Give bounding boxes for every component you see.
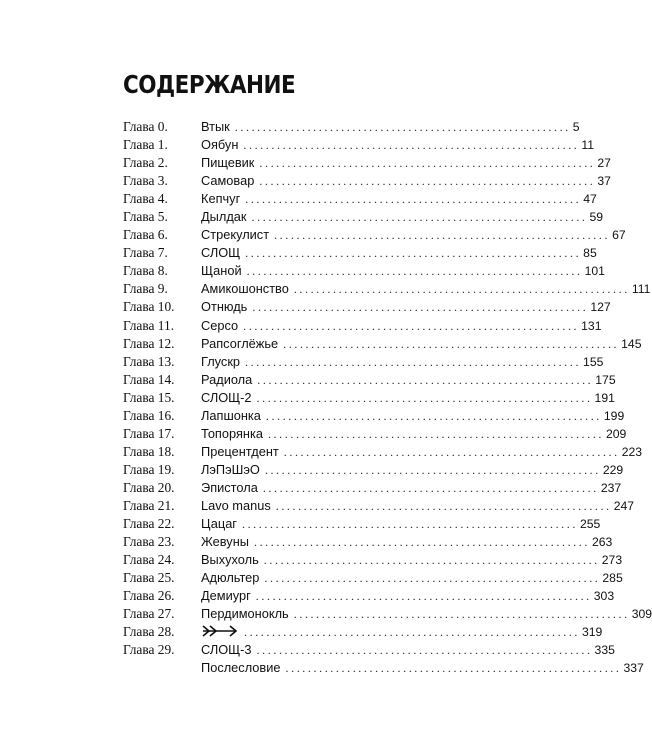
dot-leader: ............................................................ — [245, 354, 582, 369]
chapter-label: Глава 10. — [123, 299, 175, 315]
dot-leader: ............................................................ — [257, 372, 594, 387]
chapter-title: Lavo manus — [201, 497, 271, 513]
entry-line — [201, 641, 615, 659]
toc-entry — [123, 659, 644, 677]
page-number: 67 — [612, 228, 626, 243]
chapter-label: Глава 21. — [123, 497, 175, 513]
entry-line — [201, 605, 652, 623]
chapter-title: Лапшонка — [201, 407, 261, 423]
page-number: 111 — [631, 282, 651, 297]
page-number: 37 — [597, 174, 611, 189]
chapter-title: Пердимонокль — [201, 606, 289, 622]
entry-line — [201, 317, 602, 335]
entry-line — [201, 497, 635, 515]
chapter-title: Радиола — [201, 371, 253, 387]
page-number: 191 — [594, 390, 615, 405]
dot-leader: ............................................................ — [245, 192, 582, 207]
chapter-title: Цацаг — [201, 516, 237, 532]
toc-entry — [123, 623, 603, 641]
page-number: 155 — [583, 354, 604, 369]
page-number: 101 — [584, 264, 605, 279]
entry-line — [201, 371, 616, 389]
entry-line — [201, 118, 580, 136]
chapter-title: Пищевик — [201, 155, 255, 171]
chapter-title: Рапсоглёжье — [201, 335, 279, 351]
chapter-title: Дылдак — [201, 209, 247, 225]
chapter-label: Глава 20. — [123, 479, 175, 495]
dot-leader: ............................................................ — [265, 408, 602, 423]
toc-entry — [123, 551, 623, 569]
dot-leader: ............................................................ — [262, 480, 599, 495]
toc-entry — [123, 262, 605, 280]
page-number: 273 — [601, 553, 623, 568]
dot-leader: ............................................................ — [244, 625, 580, 640]
chapter-label: Глава 2. — [123, 155, 168, 171]
entry-line — [201, 244, 597, 262]
entry-line — [201, 262, 605, 280]
page-number: 59 — [589, 210, 604, 225]
chapter-label: Глава 25. — [123, 570, 175, 586]
dot-leader: ............................................................ — [241, 517, 578, 532]
chapter-label: Глава 11. — [123, 317, 175, 333]
entry-line — [201, 208, 604, 226]
dot-leader: ............................................................ — [255, 589, 592, 604]
table-of-contents — [123, 118, 652, 677]
chapter-label: Глава 8. — [123, 263, 168, 279]
page-number: 5 — [572, 120, 580, 134]
dot-leader: ............................................................ — [259, 156, 596, 171]
toc-entry — [123, 172, 611, 190]
entry-line — [201, 280, 651, 298]
entry-line — [201, 659, 644, 677]
dot-leader: ............................................................ — [275, 498, 612, 513]
toc-entry — [123, 605, 652, 623]
page-number: 209 — [605, 426, 627, 441]
toc-entry — [123, 479, 622, 497]
page-number: 131 — [581, 318, 602, 333]
toc-entry — [123, 154, 611, 172]
chapter-title: Эпистола — [201, 479, 258, 495]
chapter-label: Глава 13. — [123, 353, 175, 369]
dot-leader: ............................................................ — [253, 535, 590, 550]
entry-line — [201, 479, 622, 497]
entry-line — [201, 407, 625, 425]
chapter-label: Глава 4. — [123, 191, 168, 207]
entry-line — [201, 587, 615, 605]
chapter-title: Самовар — [201, 173, 255, 189]
dot-leader: ............................................................ — [245, 246, 582, 261]
toc-entry — [123, 533, 613, 551]
dot-leader: ............................................................ — [274, 228, 611, 243]
toc-entry — [123, 569, 623, 587]
dot-leader: ............................................................ — [283, 336, 620, 351]
toc-entry — [123, 335, 642, 353]
chapter-title: СЛОЩ-2 — [201, 389, 252, 405]
dot-leader: ............................................................ — [243, 318, 580, 333]
entry-line — [201, 551, 623, 569]
chapter-title: Демиург — [201, 588, 251, 604]
chapter-title — [201, 623, 244, 641]
entry-line — [201, 353, 604, 371]
toc-entry — [123, 136, 595, 154]
chapter-title: ЛэПэШэО — [201, 461, 260, 477]
chapter-title: Глускр — [201, 353, 241, 369]
page-number: 27 — [597, 156, 611, 171]
chapter-label: Глава 14. — [123, 371, 175, 387]
chapter-label: Глава 22. — [123, 516, 175, 532]
page-number: 285 — [602, 571, 623, 586]
entry-line — [201, 172, 611, 190]
page-title: СОДЕРЖАНИЕ — [123, 70, 296, 99]
chapter-title: Втык — [201, 119, 230, 134]
toc-entry — [123, 515, 601, 533]
toc-entry — [123, 190, 597, 208]
chapter-title: Щаной — [201, 263, 242, 279]
chapter-label: Глава 12. — [123, 335, 175, 351]
toc-entry — [123, 118, 580, 136]
entry-line — [201, 190, 597, 208]
dot-leader: ............................................................ — [293, 607, 630, 622]
dot-leader: ............................................................ — [264, 462, 601, 477]
chapter-label: Глава 6. — [123, 227, 168, 243]
toc-entry — [123, 317, 602, 335]
chapter-label: Глава 23. — [123, 534, 175, 550]
chapter-label: Глава 17. — [123, 425, 175, 441]
entry-line — [201, 461, 624, 479]
chapter-title: Прецентдент — [201, 443, 279, 459]
dot-leader: ............................................................ — [267, 426, 604, 441]
entry-line — [201, 533, 613, 551]
toc-entry — [123, 641, 615, 659]
chapter-label: Глава 15. — [123, 389, 175, 405]
entry-line — [201, 298, 611, 316]
chapter-label: Глава 26. — [123, 588, 175, 604]
entry-line — [201, 569, 623, 587]
chapter-label: Глава 24. — [123, 552, 175, 568]
page-number: 229 — [602, 462, 624, 477]
chapter-label: Глава 0. — [123, 119, 168, 134]
chapter-label: Глава 9. — [123, 281, 168, 297]
page-number: 337 — [623, 661, 644, 676]
page-number: 335 — [594, 643, 615, 658]
entry-line — [201, 443, 643, 461]
chapter-title: Выхухоль — [201, 552, 259, 568]
entry-line — [201, 136, 595, 154]
dot-leader: ............................................................ — [283, 444, 620, 459]
dot-leader: ............................................................ — [285, 661, 622, 676]
chapter-title: Послесловие — [201, 660, 281, 676]
toc-entry — [123, 208, 604, 226]
toc-entry — [123, 371, 616, 389]
page-number: 309 — [631, 607, 652, 622]
chapter-label: Глава 7. — [123, 245, 168, 261]
chapter-title: Адюльтер — [201, 570, 260, 586]
page-number: 175 — [595, 372, 616, 387]
entry-line — [201, 515, 601, 533]
chapter-label: Глава 29. — [123, 642, 175, 658]
dot-leader: ............................................................ — [256, 390, 593, 405]
page-number: 145 — [621, 336, 642, 351]
double-arrow-right-icon — [201, 625, 239, 637]
dot-leader: ............................................................ — [263, 553, 600, 568]
page-number: 199 — [603, 408, 625, 423]
toc-entry — [123, 461, 624, 479]
page-number: 85 — [583, 246, 597, 261]
dot-leader: ............................................................ — [264, 571, 601, 586]
toc-entry — [123, 389, 615, 407]
chapter-label: Глава 1. — [123, 137, 168, 153]
page-number: 247 — [613, 498, 635, 513]
chapter-title: Отнюдь — [201, 299, 248, 315]
entry-line — [201, 425, 627, 443]
entry-line — [201, 154, 611, 172]
entry-line — [201, 335, 642, 353]
chapter-label: Глава 19. — [123, 461, 175, 477]
toc-entry — [123, 497, 635, 515]
dot-leader: ............................................................ — [259, 174, 596, 189]
toc-entry — [123, 587, 615, 605]
chapter-title: Кепчуг — [201, 191, 241, 207]
page-number: 319 — [582, 625, 603, 640]
page-number: 255 — [579, 517, 601, 532]
entry-line — [201, 623, 603, 641]
chapter-label: Глава 5. — [123, 209, 168, 225]
dot-leader: ............................................................ — [251, 210, 588, 225]
toc-entry — [123, 407, 625, 425]
chapter-title: Стрекулист — [201, 227, 270, 243]
dot-leader: ............................................................ — [252, 300, 589, 315]
dot-leader: ............................................................ — [234, 120, 571, 134]
page-number: 11 — [581, 138, 595, 153]
page-number: 47 — [583, 192, 597, 207]
chapter-label: Глава 16. — [123, 407, 175, 423]
dot-leader: ............................................................ — [246, 264, 583, 279]
toc-entry — [123, 280, 651, 298]
chapter-title: Амикошонство — [201, 281, 289, 297]
page-number: 127 — [590, 300, 611, 315]
toc-entry — [123, 244, 597, 262]
chapter-title: Жевуны — [201, 534, 249, 550]
dot-leader: ............................................................ — [256, 643, 593, 658]
page-number: 303 — [593, 589, 615, 604]
chapter-title: Оябун — [201, 137, 239, 153]
page-number: 223 — [621, 444, 643, 459]
toc-entry — [123, 425, 627, 443]
chapter-label: Глава 18. — [123, 443, 175, 459]
toc-entry — [123, 443, 643, 461]
toc-entry — [123, 353, 604, 371]
toc-entry — [123, 226, 626, 244]
toc-entry — [123, 298, 611, 316]
dot-leader: ............................................................ — [243, 138, 580, 153]
entry-line — [201, 389, 615, 407]
dot-leader: ............................................................ — [293, 282, 630, 297]
page-number: 263 — [591, 535, 613, 550]
chapter-title: Топорянка — [201, 425, 263, 441]
chapter-title: СЛОЩ-3 — [201, 642, 252, 658]
chapter-label: Глава 3. — [123, 173, 168, 189]
chapter-title: СЛОЩ — [201, 245, 241, 261]
chapter-label: Глава 27. — [123, 606, 175, 622]
chapter-title: Серсо — [201, 317, 239, 333]
entry-line — [201, 226, 626, 244]
page-number: 237 — [600, 480, 622, 495]
chapter-label: Глава 28. — [123, 624, 175, 640]
